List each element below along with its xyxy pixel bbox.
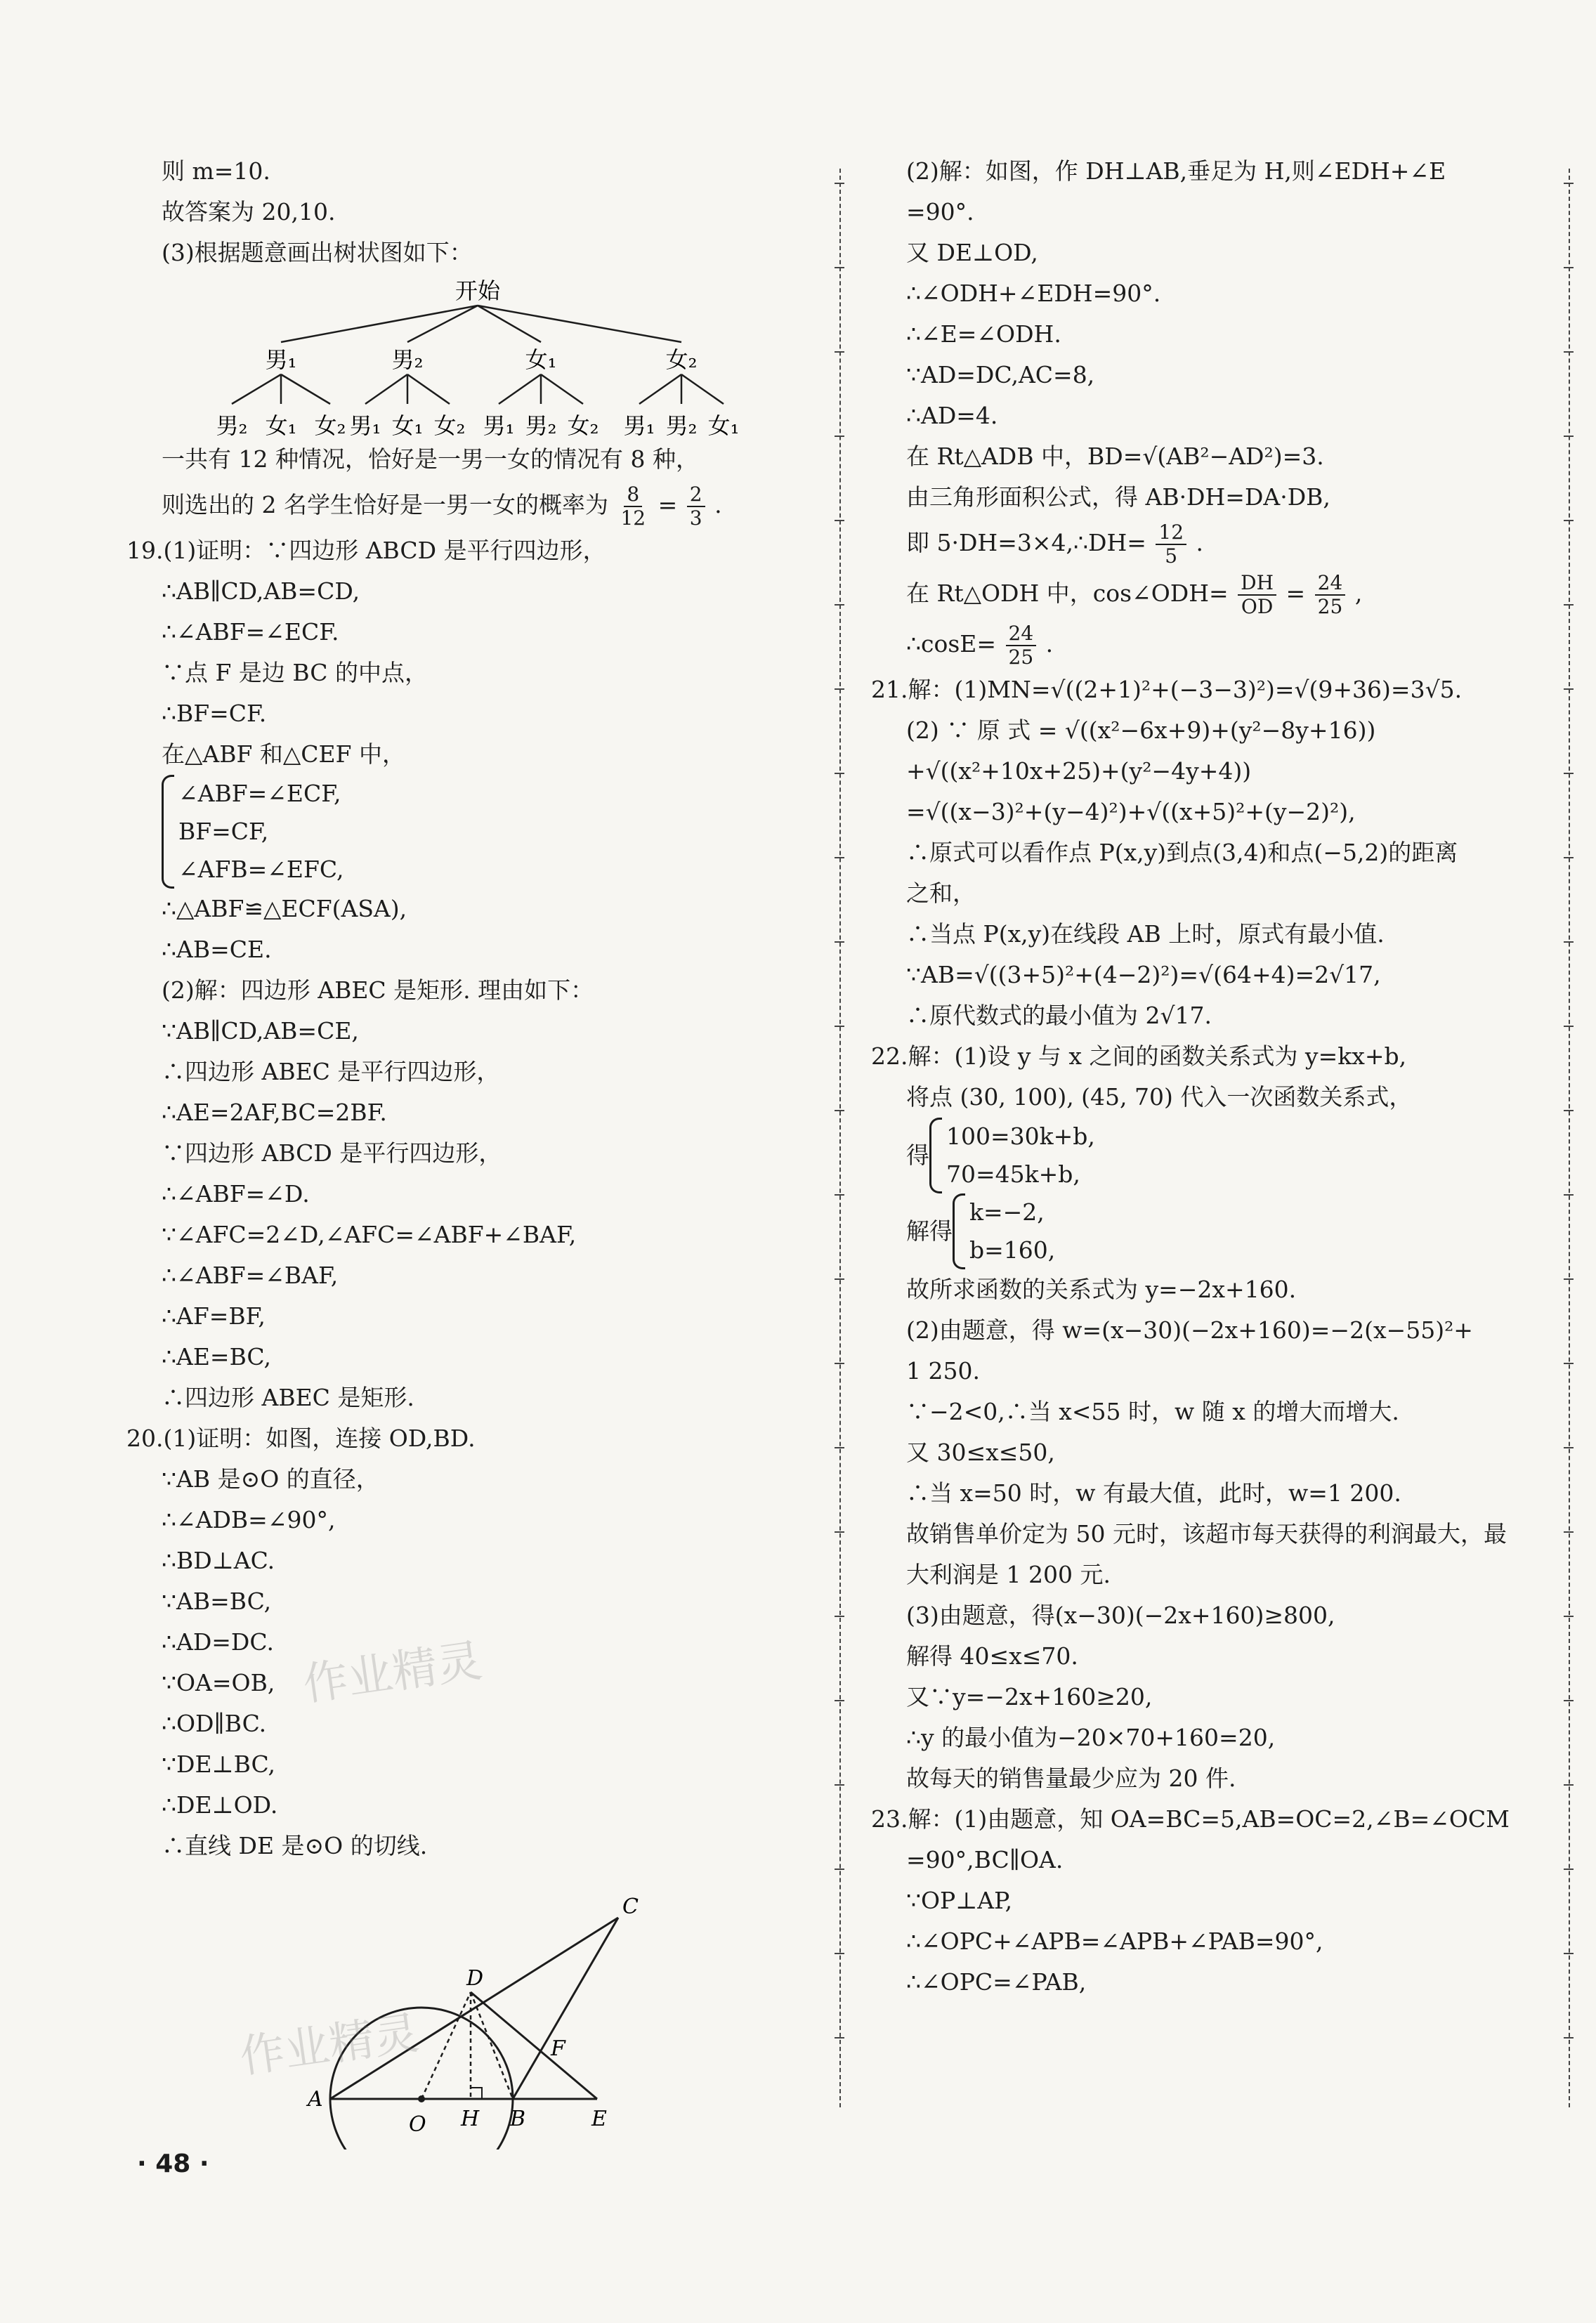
tree-leaf: 女₂: [433, 412, 466, 439]
text-line: 100=30k+b,: [946, 1123, 1095, 1150]
text-line: 将点 (30, 100), (45, 70) 代入一次函数关系式，: [906, 1083, 1413, 1111]
separator-tick: [835, 1363, 844, 1364]
separator-tick: [1564, 1363, 1574, 1364]
text-line: 又∵y=−2x+160≥20,: [906, 1683, 1153, 1710]
equation-system: 得 100=30k+b, 70=45k+b,: [906, 1118, 1538, 1193]
text-line: 1 250.: [906, 1357, 980, 1385]
text-line: 在△ABF 和△CEF 中，: [162, 740, 405, 768]
text-line: ∴∠E=∠ODH.: [906, 320, 1061, 348]
point-label: H: [461, 2107, 480, 2131]
text-line: 故销售单价定为 50 元时，该超市每天获得的利润最大，最: [906, 1520, 1507, 1547]
tree-diagram: [162, 277, 780, 453]
separator-tick: [835, 1447, 844, 1448]
tree-leaf: 女₁: [707, 412, 740, 439]
separator-tick: [1564, 688, 1574, 690]
fraction: $\frac{24}{25}$: [1006, 622, 1037, 669]
text-line: ∴AB=CE.: [162, 936, 272, 963]
cos-line: 在 Rt△ODH 中，cos∠ODH= $\frac{DH}{OD}$ = $\frac{24}{25}$ ,: [906, 571, 1363, 618]
text-line: (2)解：四边形 ABEC 是矩形. 理由如下：: [162, 976, 594, 1004]
text-line: 则 m=10.: [162, 157, 270, 185]
text-line: ∴∠ABF=∠ECF.: [162, 618, 339, 646]
separator-tick: [835, 520, 844, 521]
point-label: O: [409, 2112, 426, 2137]
text-line: 故所求函数的关系式为 y=−2x+160.: [906, 1276, 1297, 1303]
separator-tick: [1564, 436, 1574, 437]
separator-tick: [1564, 1953, 1574, 1954]
text-line: ∴AD=4.: [906, 402, 998, 429]
right-margin-line: [1569, 169, 1570, 2107]
separator-tick: [835, 1531, 844, 1533]
separator-tick: [835, 1278, 844, 1280]
text-line: (2)由题意，得 w=(x−30)(−2x+160)=−2(x−55)²+: [906, 1316, 1473, 1344]
separator-tick: [1564, 1110, 1574, 1111]
question-21-heading: 21.解：(1)MN=√((2+1)²+(−3−3)²)=√(9+36)=3√5.: [871, 676, 1463, 703]
left-brace: [953, 1193, 965, 1269]
text-line: ∴AE=BC,: [162, 1343, 271, 1370]
text-line: ∴四边形 ABEC 是矩形.: [162, 1384, 414, 1411]
text-line: ∵AB∥CD,AB=CE,: [162, 1017, 359, 1045]
text-line: =90°.: [906, 198, 974, 225]
point-label: F: [551, 2036, 565, 2061]
tree-leaf: 男₂: [665, 412, 698, 439]
cose-line: ∴cosE= $\frac{24}{25}$ .: [906, 622, 1054, 669]
separator-tick: [835, 857, 844, 858]
question-19-heading: 19.(1)证明：∵四边形 ABCD 是平行四边形，: [126, 537, 606, 564]
text-line: ∴原代数式的最小值为 2√17.: [906, 1002, 1212, 1029]
separator-tick: [835, 688, 844, 690]
text-line: (2) ∵ 原 式 = √((x²−6x+9)+(y²−8y+16)): [906, 716, 1376, 744]
tree-root: 开始: [454, 277, 501, 304]
text-line: (3)由题意，得(x−30)(−2x+160)≥800,: [906, 1602, 1335, 1629]
question-22-heading: 22.解：(1)设 y 与 x 之间的函数关系式为 y=kx+b,: [871, 1042, 1407, 1070]
text-line: +√((x²+10x+25)+(y²−4y+4)): [906, 757, 1252, 785]
text-line: ∵OP⊥AP,: [906, 1887, 1013, 1914]
separator-tick: [1564, 351, 1574, 353]
separator-tick: [1564, 183, 1574, 184]
text-line: ∴OD∥BC.: [162, 1710, 267, 1737]
separator-tick: [835, 941, 844, 943]
text-line: ∴BD⊥AC.: [162, 1547, 275, 1574]
separator-tick: [1564, 2037, 1574, 2039]
tree-leaf: 男₁: [623, 412, 655, 439]
text-line: ∴∠OPC+∠APB=∠APB+∠PAB=90°,: [906, 1928, 1323, 1955]
text-line: ∴直线 DE 是⊙O 的切线.: [162, 1832, 428, 1859]
text-line: ∴∠ODH+∠EDH=90°.: [906, 280, 1161, 307]
text-line: ∵四边形 ABCD 是平行四边形，: [162, 1139, 502, 1167]
separator-tick: [1564, 857, 1574, 858]
text-line: 解得 40≤x≤70.: [906, 1642, 1078, 1670]
separator-tick: [835, 183, 844, 184]
text-line: ∵AB 是⊙O 的直径，: [162, 1465, 379, 1493]
tree-leaf: 男₁: [483, 412, 515, 439]
tree-leaf: 女₁: [391, 412, 424, 439]
separator-tick: [1564, 1700, 1574, 1701]
separator-tick: [1564, 1784, 1574, 1786]
question-23-heading: 23.解：(1)由题意，知 OA=BC=5,AB=OC=2,∠B=∠OCM: [871, 1805, 1510, 1833]
separator-tick: [1564, 267, 1574, 268]
left-brace: [929, 1118, 942, 1193]
separator-tick: [1564, 1026, 1574, 1027]
text-line: ∠AFB=∠EFC,: [178, 856, 344, 883]
text-line: b=160,: [969, 1236, 1056, 1264]
text-line: ∴AF=BF,: [162, 1302, 266, 1330]
text-line: ∵AB=BC,: [162, 1588, 272, 1615]
fraction: $\frac{24}{25}$: [1315, 572, 1346, 618]
text-line: =√((x−3)²+(y−4)²)+√((x+5)²+(y−2)²),: [906, 798, 1356, 825]
separator-tick: [835, 1110, 844, 1111]
text-line: ∴AE=2AF,BC=2BF.: [162, 1099, 387, 1126]
separator-tick: [835, 1869, 844, 1870]
fraction: $\frac{12}{5}$: [1156, 521, 1186, 568]
separator-tick: [1564, 520, 1574, 521]
separator-tick: [835, 1194, 844, 1196]
separator-tick: [835, 1784, 844, 1786]
text-line: ∴AD=DC.: [162, 1628, 274, 1656]
point-label: D: [466, 1966, 484, 1991]
separator-tick: [1564, 1869, 1574, 1870]
tree-leaf: 男₂: [525, 412, 557, 439]
question-20-heading: 20.(1)证明：如图，连接 OD,BD.: [126, 1425, 476, 1452]
tree-node: 女₁: [525, 346, 557, 373]
text-line: k=−2,: [969, 1198, 1045, 1226]
separator-tick: [1564, 1194, 1574, 1196]
text-line: ∵AB=√((3+5)²+(4−2)²)=√(64+4)=2√17,: [906, 961, 1381, 988]
text-line: ∵∠AFC=2∠D,∠AFC=∠ABF+∠BAF,: [162, 1221, 577, 1248]
text-line: ∴四边形 ABEC 是平行四边形，: [162, 1058, 500, 1085]
text-line: 故答案为 20,10.: [162, 198, 336, 225]
tree-node: 男₂: [391, 346, 424, 373]
text-line: (3)根据题意画出树状图如下：: [162, 239, 473, 266]
point-label: C: [622, 1897, 639, 1919]
text-line: ∵点 F 是边 BC 的中点，: [162, 659, 428, 686]
separator-tick: [835, 1700, 844, 1701]
separator-tick: [835, 1616, 844, 1617]
text-line: 又 30≤x≤50,: [906, 1439, 1055, 1466]
tree-leaf: 女₂: [314, 412, 346, 439]
separator-tick: [835, 1026, 844, 1027]
page-number: · 48 ·: [137, 2149, 209, 2178]
text-line: ∵DE⊥BC,: [162, 1751, 276, 1778]
separator-tick: [835, 604, 844, 606]
text-line: 大利润是 1 200 元.: [906, 1561, 1111, 1588]
watermark: 作业精灵: [299, 1635, 485, 1712]
solution-system: 解得 k=−2, b=160,: [906, 1193, 1538, 1269]
text-line: 一共有 12 种情况，恰好是一男一女的情况有 8 种，: [162, 445, 699, 473]
tree-leaf: 男₂: [216, 412, 248, 439]
separator-tick: [1564, 604, 1574, 606]
separator-tick: [835, 351, 844, 353]
right-column: [871, 151, 1538, 2003]
point-label: E: [591, 2107, 607, 2131]
separator-tick: [1564, 773, 1574, 774]
separator-tick: [1564, 1278, 1574, 1280]
text-line: ∴AB∥CD,AB=CD,: [162, 577, 360, 605]
left-brace: [162, 775, 174, 889]
text-line: ∵AD=DC,AC=8,: [906, 361, 1095, 388]
separator-tick: [1564, 1616, 1574, 1617]
text-line: ∴∠ADB=∠90°,: [162, 1506, 336, 1533]
text-line: ∴△ABF≌△ECF(ASA),: [162, 895, 407, 922]
text-line: ∠ABF=∠ECF,: [178, 780, 341, 807]
text-line: ∵OA=OB,: [162, 1669, 275, 1696]
text-line: ∴DE⊥OD.: [162, 1791, 278, 1819]
text-line: 又 DE⊥OD,: [906, 239, 1038, 266]
text-line: =90°,BC∥OA.: [906, 1846, 1064, 1873]
text-line: ∴∠ABF=∠D.: [162, 1180, 310, 1208]
tree-leaf: 女₂: [567, 412, 599, 439]
text-line: ∴∠OPC=∠PAB,: [906, 1968, 1087, 1996]
tree-node: 女₂: [665, 346, 698, 373]
text-line: (2)解：如图，作 DH⊥AB,垂足为 H,则∠EDH+∠E: [906, 157, 1446, 185]
text-line: 70=45k+b,: [946, 1160, 1080, 1188]
text-line: 由三角形面积公式，得 AB·DH=DA·DB,: [906, 483, 1330, 511]
watermark: 作业精灵: [236, 2007, 422, 2084]
dh-line: 即 5·DH=3×4,∴DH= $\frac{12}{5}$ .: [906, 521, 1204, 568]
separator-tick: [835, 1953, 844, 1954]
tree-node: 男₁: [265, 346, 297, 373]
separator-tick: [835, 773, 844, 774]
text-line: ∴BF=CF.: [162, 700, 267, 727]
text-line: ∵−2<0,∴当 x<55 时，w 随 x 的增大而增大.: [906, 1398, 1399, 1425]
fraction: $\frac{8}{12}$: [620, 483, 646, 530]
column-separator: [839, 169, 841, 2107]
text-line: 故每天的销售量最少应为 20 件.: [906, 1765, 1236, 1792]
fraction: $\frac{2}{3}$: [687, 483, 705, 530]
tree-leaf: 女₁: [265, 412, 297, 439]
separator-tick: [1564, 1531, 1574, 1533]
text-line: 之和，: [906, 879, 976, 907]
separator-tick: [835, 2037, 844, 2039]
text-line: ∴y 的最小值为−20×70+160=20,: [906, 1724, 1276, 1751]
tree-leaf: 男₁: [349, 412, 381, 439]
separator-tick: [1564, 941, 1574, 943]
text-line: BF=CF,: [178, 818, 269, 845]
text-line: ∴当 x=50 时，w 有最大值，此时，w=1 200.: [906, 1479, 1401, 1507]
congruence-system: [162, 775, 794, 889]
separator-tick: [835, 436, 844, 437]
text-line: 在 Rt△ADB 中，BD=√(AB²−AD²)=3.: [906, 443, 1324, 470]
text-line: ∴∠ABF=∠BAF,: [162, 1262, 339, 1289]
text-line: ∴当点 P(x,y)在线段 AB 上时，原式有最小值.: [906, 920, 1385, 948]
point-label: A: [308, 2087, 323, 2112]
text-line: ∴原式可以看作点 P(x,y)到点(3,4)和点(−5,2)的距离: [906, 839, 1458, 866]
separator-tick: [835, 267, 844, 268]
point-label: B: [510, 2107, 526, 2131]
fraction: $\frac{DH}{OD}$: [1238, 572, 1276, 618]
probability-line: 则选出的 2 名学生恰好是一男一女的概率为 $\frac{8}{12}$ = $\frac{2}{3}$ .: [162, 483, 722, 530]
separator-tick: [1564, 1447, 1574, 1448]
